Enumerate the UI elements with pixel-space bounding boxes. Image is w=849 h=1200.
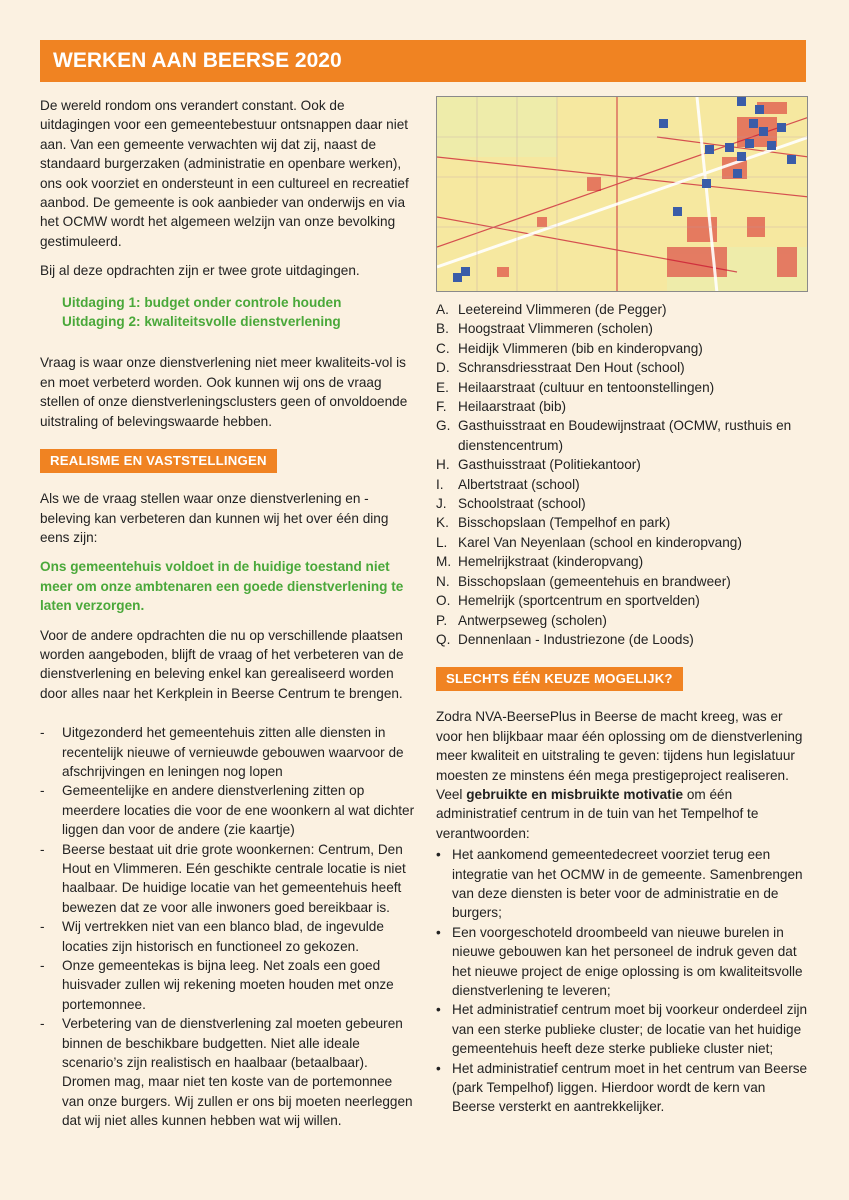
list-item: • Het aankomend gemeentedecreet voorziet terug een integratie van het OCMW in de gemeente. Samenbrengen van deze diensten is beter voor de administratie en de burgers;	[436, 845, 808, 923]
challenges-intro: Bij al deze opdrachten zijn er twee grote uitdagingen.	[40, 263, 360, 279]
map-legend	[436, 300, 808, 649]
legend-item: F. Heilaarstraat (bib)	[436, 399, 567, 415]
legend-item: A. Leetereind Vlimmeren (de Pegger)	[436, 302, 667, 317]
list-item: - Wij vertrekken niet van een blanco blad, de ingevulde locaties zijn historisch en functioneel zo gekozen.	[40, 917, 416, 956]
challenges-list	[62, 293, 416, 332]
motivation-bullets	[436, 845, 808, 1117]
nva-paragraph: Zodra NVA-BeersePlus in Beerse de macht kreeg, was er voor hen blijkbaar maar één oplossing om de dienstverlening meer kwaliteit en uitstraling te geven: tijdens hun legislatuur moesten ze minstens één mega prestigeproject realiseren.	[436, 709, 803, 783]
legend-item: I. Albertstraat (school)	[436, 476, 580, 492]
legend-item: G. Gasthuisstraat en Boudewijnstraat (OCMW, rusthuis en dienstencentrum)	[436, 418, 792, 453]
list-item: - Onze gemeentekas is bijna leeg. Net zoals een goed huisvader zullen wij rekening moeten houden met onze portemonnee.	[40, 956, 416, 1014]
list-item: • Het administratief centrum moet in het centrum van Beerse (park Tempelhof) liggen. Hierdoor wordt de kern van Beerse versterkt en aantrekkelijker.	[436, 1059, 808, 1117]
legend-item: B. Hoogstraat Vlimmeren (scholen)	[436, 321, 653, 337]
challenge-2: Uitdaging 2: kwaliteitsvolle dienstverlening	[62, 314, 341, 330]
legend-item: K. Bisschopslaan (Tempelhof en park)	[436, 515, 671, 531]
question-paragraph: Vraag is waar onze dienstverlening niet meer kwaliteits-vol is en moet verbeterd worden. Ook kunnen wij ons de vraag stellen of onze dienstverleningsclusters geen of onvoldoende uitstraling of belevingswaarde hebben.	[40, 355, 408, 429]
challenge-1: Uitdaging 1: budget onder controle houden	[62, 294, 342, 310]
right-column	[436, 96, 808, 1117]
legend-item: L. Karel Van Neyenlaan (school en kinderopvang)	[436, 534, 742, 550]
left-column	[40, 96, 416, 1131]
legend-item: N. Bisschopslaan (gemeentehuis en brandweer)	[436, 573, 731, 589]
points-list	[40, 723, 416, 1131]
realism-intro: Als we de vraag stellen waar onze dienstverlening en -beleving kan verbeteren dan kunnen wij het over één ding eens zijn:	[40, 491, 389, 545]
list-item: - Verbetering van de dienstverlening zal moeten gebeuren binnen de beschikbare budgetten. Niet alle ideale scenario’s zijn realistisch en haalbaar (betaalbaar). Dromen mag, maar niet ten koste van de portemonnee van onze burgers. Wij zullen er ons bij moeten neerleggen dat wij niet alles kunnen hebben wat wij willen.	[40, 1014, 416, 1130]
page-title: WERKEN AAN BEERSE 2020	[40, 40, 806, 82]
map-graphic	[437, 97, 808, 292]
legend-item: M. Hemelrijkstraat (kinderopvang)	[436, 554, 644, 570]
legend-item: O. Hemelrijk (sportcentrum en sportvelden)	[436, 593, 700, 609]
section-label-realism: REALISME EN VASTSTELLINGEN	[40, 449, 277, 473]
list-item: - Uitgezonderd het gemeentehuis zitten alle diensten in recentelijk nieuwe of vernieuwde gebouwen waarvoor de afschrijvingen en leningen nog lopen	[40, 723, 416, 781]
intro-paragraph: De wereld rondom ons verandert constant. Ook de uitdagingen voor een gemeentebestuur ontsnappen daar niet aan. Van een gemeente verwachten wij dat zij, naast de standaard burgerzaken (administratie en openbare werken), ons ook voorziet en ondersteunt in een cultureel en recreatief aanbod. De gemeente is ook aanbieder van onderwijs en via het OCMW wordt het algemeen welzijn van onze bevolking gestimuleerd.	[40, 98, 409, 249]
legend-item: P. Antwerpseweg (scholen)	[436, 612, 607, 628]
legend-item: H. Gasthuisstraat (Politiekantoor)	[436, 457, 641, 473]
list-item: - Gemeentelijke en andere dienstverlening zitten op meerdere locaties die voor de ene woonkern al wat dichter liggen dan voor de andere (zie kaartje)	[40, 781, 416, 839]
list-item: • Een voorgeschoteld droombeeld van nieuwe burelen in nieuwe gebouwen kan het personeel de indruk geven dat het nieuwe project de enige oplossing is om kwaliteitsvolle dienstverlening te leveren;	[436, 923, 808, 1001]
list-item: - Beerse bestaat uit drie grote woonkernen: Centrum, Den Hout en Vlimmeren. Eén geschikte centrale locatie is niet haalbaar. De huidige locatie van het gemeentehuis heeft bewezen dat ze voor alle inwoners goed bereikbaar is.	[40, 840, 416, 918]
motivation-paragraph: Veel gebruikte en misbruikte motivatie om één administratief centrum in de tuin van het Tempelhof te verantwoorden:	[436, 786, 759, 841]
legend-item: D. Schransdriesstraat Den Hout (school)	[436, 360, 685, 376]
location-map	[436, 96, 808, 292]
highlight-statement: Ons gemeentehuis voldoet in de huidige toestand niet meer om onze ambtenaren een goede dienstverlening te laten verzorgen.	[40, 559, 404, 614]
other-tasks-paragraph: Voor de andere opdrachten die nu op verschillende plaatsen worden aangeboden, blijft de vraag of het verbeteren van de dienstverlening en beleving enkel kan gerealiseerd worden door alles naar het Kerkplein in Beerse Centrum te brengen.	[40, 627, 404, 701]
legend-item: C. Heidijk Vlimmeren (bib en kinderopvang)	[436, 340, 703, 356]
legend-item: J. Schoolstraat (school)	[436, 496, 586, 512]
section-label-choice: SLECHTS ÉÉN KEUZE MOGELIJK?	[436, 667, 683, 691]
list-item: • Het administratief centrum moet bij voorkeur onderdeel zijn van een sterke publieke cluster; de locatie van het huidige gemeentehuis heeft deze sterke publieke cluster niet;	[436, 1000, 808, 1058]
legend-item: E. Heilaarstraat (cultuur en tentoonstellingen)	[436, 379, 715, 395]
legend-item: Q. Dennenlaan - Industriezone (de Loods)	[436, 631, 694, 647]
